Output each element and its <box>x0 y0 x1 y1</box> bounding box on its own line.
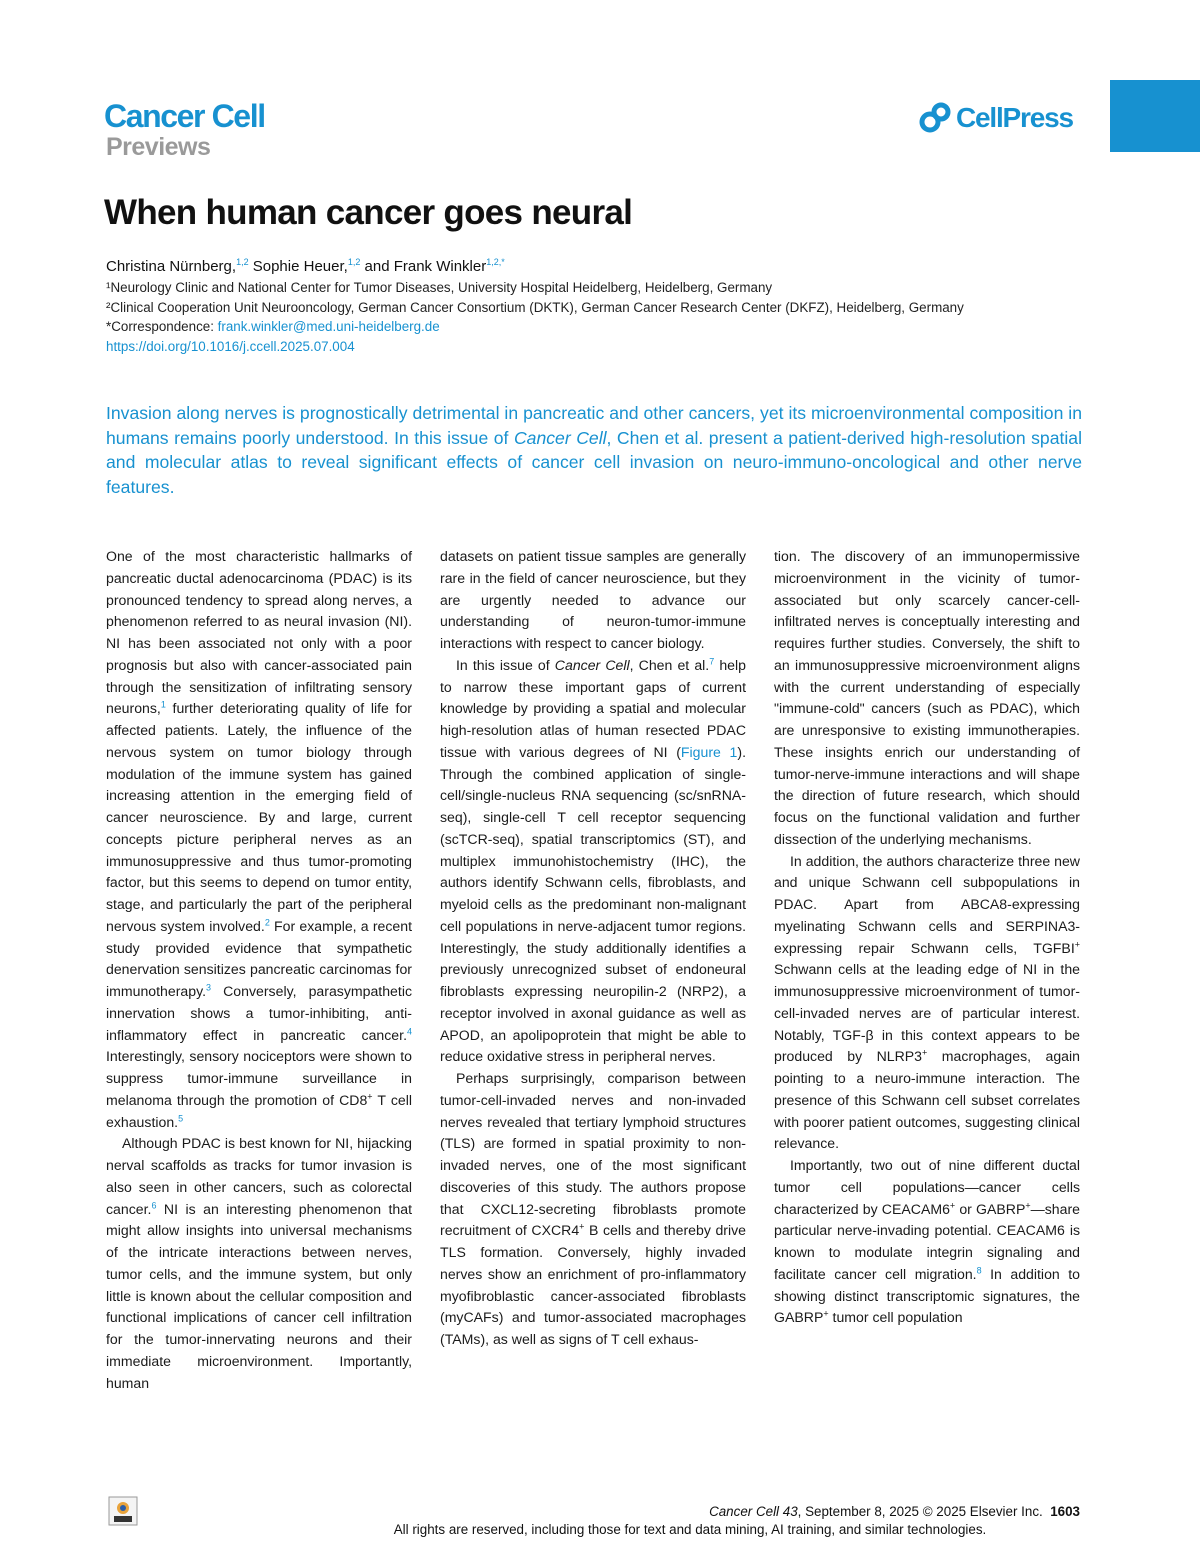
text: In addition, the authors characterize three new and unique Schwann cell subpopulations in PDAC. Apart from ABCA8-expressing myelinating Schwann cells and SERPINA3-expressing repair Schwann cells, TGFBI <box>774 852 1080 956</box>
section-label: Previews <box>106 133 211 161</box>
author-name: Christina Nürnberg, <box>106 258 237 275</box>
text: macrophages, again pointing to a neuro-immune interaction. The presence of this Schwann cell subset correlates with poorer patient outcomes, suggesting clinical relevance. <box>774 1048 1080 1152</box>
superscript: + <box>1025 1199 1031 1210</box>
summary-journal: Cancer Cell <box>513 427 607 448</box>
text: T cell exhaustion. <box>106 1091 412 1130</box>
footer-citation <box>709 1504 1080 1519</box>
author-name: Sophie Heuer, <box>248 258 348 275</box>
footer-volume: 43 <box>779 1504 798 1519</box>
body-column-3 <box>774 546 1080 1329</box>
cellpress-logo-icon <box>918 100 954 136</box>
journal-mention: Cancer Cell <box>554 656 630 673</box>
paragraph <box>440 1068 746 1351</box>
text: help to narrow these important gaps of current knowledge by providing a spatial and molecular high-resolution atlas of human resected PDAC tissue with various degrees of NI ( <box>440 656 746 760</box>
superscript: + <box>922 1047 928 1058</box>
text: datasets on patient tissue samples are generally rare in the field of cancer neuroscience, but they are urgently needed to advance our understanding of neuron-tumor-immune interactions with respect to cancer biology. <box>440 548 746 651</box>
text: In this issue of <box>456 656 555 673</box>
paragraph <box>106 1133 412 1394</box>
reference-link[interactable]: 7 <box>709 656 715 667</box>
paragraph <box>774 546 1080 851</box>
summary-text: Invasion along nerves is prognostically detrimental in pancreatic and other cancers, yet its microenvironmental composition in humans remains poorly understood. In this issue of <box>106 403 1082 448</box>
paragraph <box>106 546 412 1133</box>
text: In addition to showing distinct transcriptomic signatures, the GABRP <box>774 1265 1081 1326</box>
reference-link[interactable]: 4 <box>406 1025 412 1036</box>
affiliation-2: ²Clinical Cooperation Unit Neurooncology, German Cancer Consortium (DKTK), German Cancer Research Center (DKFZ), Heidelberg, Germany <box>106 299 964 315</box>
text: Although PDAC is best known for NI, hijacking nerval scaffolds as tracks for tumor invasion is also seen in other cancers, such as colorectal cancer. <box>106 1135 412 1217</box>
text: tion. The discovery of an immunopermissive microenvironment in the vicinity of tumor-associated but only scarcely cancer-cell-infiltrated nerves is conceptually interesting and requires further studies. Conversely, the shift to an immunosuppressive microenvironment aligns with the current understanding of especially "immune-cold" cancers (such as PDAC), which are unresponsive to existing immunotherapies. These insights enrich our understanding of tumor-nerve-immune interactions and will shape the direction of future research, which should focus on the functional validation and further dissection of the underlying mechanisms. <box>774 548 1080 847</box>
body-column-2 <box>440 546 746 1351</box>
footer-journal: Cancer Cell <box>709 1504 780 1519</box>
author-list <box>106 258 505 275</box>
affiliation-1: ¹Neurology Clinic and National Center for Tumor Diseases, University Hospital Heidelberg, Heidelberg, Germany <box>106 280 773 295</box>
paragraph <box>440 546 746 655</box>
figure-link[interactable]: Figure 1 <box>680 743 738 760</box>
superscript: + <box>367 1091 373 1102</box>
summary-text: , Chen et al. present a patient-derived high-resolution spatial and molecular atlas to reveal significant effects of cancer cell invasion on neuro-immuno-oncological and other nerve features. <box>106 427 1082 497</box>
superscript: + <box>823 1308 829 1319</box>
footer-rights: All rights are reserved, including those for text and data mining, AI training, and similar technologies. <box>393 1522 987 1537</box>
text: tumor cell population <box>828 1309 963 1326</box>
text: Schwann cells at the leading edge of NI in the immunosuppressive microenvironment of tumor-cell-invaded nerves are of particular interest. Notably, TGF-β in this context appears to be produced by NLRP3 <box>774 961 1080 1065</box>
reference-link[interactable]: 5 <box>178 1112 184 1123</box>
superscript: + <box>1074 938 1080 949</box>
doi-link[interactable]: https://doi.org/10.1016/j.ccell.2025.07.004 <box>106 338 355 354</box>
correspondence-email-link[interactable]: frank.winkler@med.uni-heidelberg.de <box>217 319 440 334</box>
superscript: + <box>949 1199 956 1210</box>
author-affiliation-marker[interactable]: 1,2,* <box>486 257 505 267</box>
text: NI is an interesting phenomenon that might allow insights into universal mechanisms of the intricate interactions between nerves, tumor cells, and the immune system, but only little is known about the cellular composition and functional implications of cancer cell infiltration for the tumor-innervating neurons and their immediate microenvironment. Importantly, human <box>106 1200 412 1391</box>
body-column-1 <box>106 546 412 1394</box>
reference-link[interactable]: 2 <box>264 917 270 928</box>
correspondence <box>106 317 1066 337</box>
paragraph <box>774 851 1080 1156</box>
paragraph <box>440 655 746 1068</box>
text: Conversely, parasympathetic innervation shows a tumor-inhibiting, anti-inflammatory effect in pancreatic cancer. <box>106 983 412 1043</box>
reference-link[interactable]: 3 <box>206 982 212 993</box>
text: Interestingly, sensory nociceptors were shown to suppress tumor-immune surveillance in melanoma through the promotion of CD8 <box>106 1048 412 1108</box>
publisher-logo[interactable] <box>918 100 1073 136</box>
author-affiliation-marker[interactable]: 1,2 <box>236 257 249 267</box>
journal-color-tab <box>1110 80 1200 152</box>
text: further deteriorating quality of life for affected patients. Lately, the influence of the nervous system on tumor biology through modulation of the immune system has gained increasing attention in the emerging field of cancer neuroscience. By and large, current concepts picture peripheral nerves as an immunosuppressive and thus tumor-promoting factor, but this seems to depend on tumor entity, stage, and particularly the part of the peripheral nervous system involved. <box>106 700 412 934</box>
text: B cells and thereby drive TLS formation. Conversely, highly invaded nerves show an enrichment of pro-inflammatory myofibroblastic cancer-associated fibroblasts (myCAFs) and tumor-associated macrophages (TAMs), as well as signs of T cell exhaus- <box>440 1222 746 1347</box>
article-title: When human cancer goes neural <box>104 193 633 232</box>
publisher-name: CellPress <box>956 102 1073 133</box>
affiliations <box>106 278 1066 356</box>
superscript: + <box>579 1221 585 1232</box>
text: For example, a recent study provided evidence that sympathetic denervation sensitizes pancreatic carcinomas for immunotherapy. <box>106 917 413 999</box>
text: Importantly, two out of nine different ductal tumor cell populations—cancer cells characterized by CEACAM6 <box>774 1157 1080 1217</box>
reference-link[interactable]: 1 <box>160 699 166 710</box>
text: ). Through the combined application of single-cell/single-nucleus RNA sequencing (sc/snRNA-seq), single-cell T cell receptor sequencing (scTCR-seq), spatial transcriptomics (ST), and multiplex immunohistochemistry (IHC), the authors identify Schwann cells, fibroblasts, and myeloid cells as the predominant non-malignant cell populations in nerve-adjacent tumor regions. Interestingly, the study additionally identifies a previously unrecognized subset of endoneural fibroblasts expressing neuropilin-2 (NRP2), a receptor involved in axonal guidance as well as APOD, an apolipoprotein that might be able to reduce oxidative stress in peripheral nerves. <box>440 743 747 1065</box>
journal-name: Cancer Cell <box>104 98 265 134</box>
text: One of the most characteristic hallmarks of pancreatic ductal adenocarcinoma (PDAC) is its pronounced tendency to spread along nerves, a phenomenon referred to as neural invasion (NI). NI has been associated not only with a poor prognosis but also with cancer-associated pain through the sensitization of infiltrating sensory neurons, <box>106 548 412 717</box>
reference-link[interactable]: 8 <box>976 1265 982 1276</box>
page-number: 1603 <box>1050 1504 1080 1519</box>
reference-link[interactable]: 6 <box>151 1199 157 1210</box>
correspondence-label: *Correspondence: <box>106 319 218 334</box>
author-affiliation-marker[interactable]: 1,2 <box>347 257 361 267</box>
summary-paragraph <box>106 401 1082 499</box>
paragraph <box>774 1155 1080 1329</box>
author-name: and Frank Winkler <box>360 258 487 275</box>
text: —share particular nerve-invading potential. CEACAM6 is known to modulate integrin signaling and facilitate cancer cell migration. <box>774 1200 1080 1282</box>
text: or GABRP <box>955 1200 1026 1217</box>
text: Perhaps surprisingly, comparison between tumor-cell-invaded nerves and non-invaded nerves revealed that tertiary lymphoid structures (TLS) are formed in spatial proximity to non-invaded nerves, one of the most significant discoveries of this study. The authors propose that CXCL12-secreting fibroblasts promote recruitment of CXCR4 <box>440 1070 746 1239</box>
footer-date: , September 8, 2025 © 2025 Elsevier Inc. <box>797 1504 1043 1519</box>
text: , Chen et al. <box>629 656 710 673</box>
